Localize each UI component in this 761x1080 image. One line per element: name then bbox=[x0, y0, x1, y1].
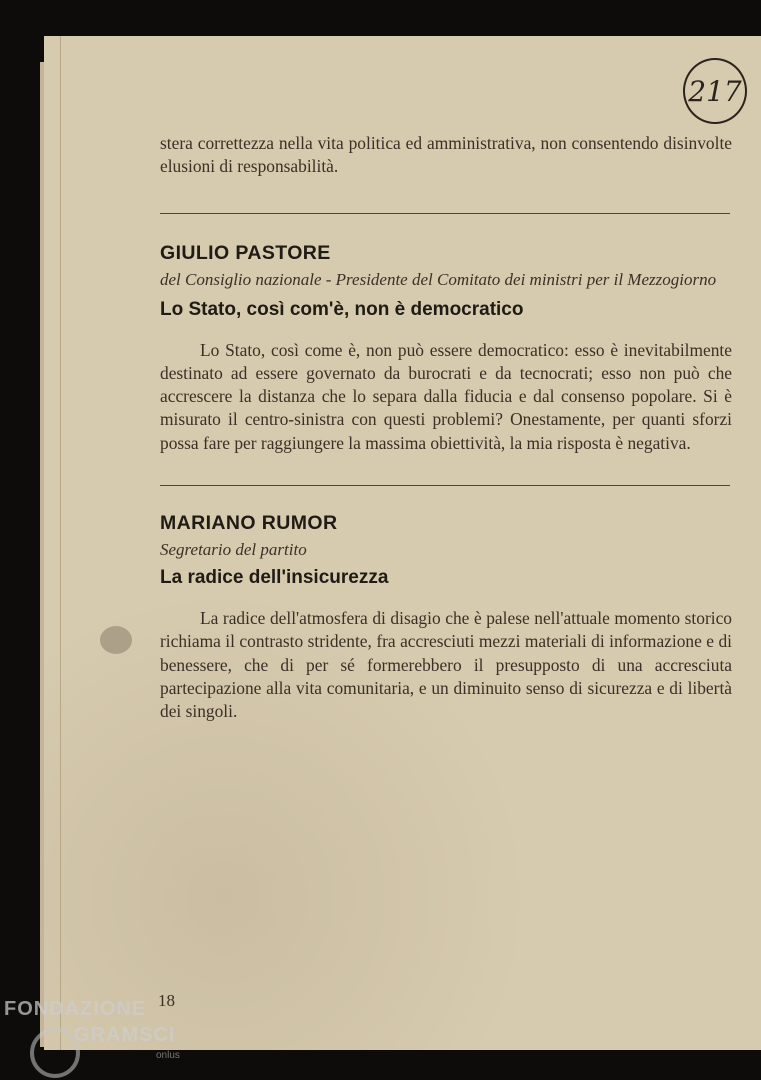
section-paragraph: La radice dell'atmosfera di disagio che è palese nell'attuale momento storico richiama il contrasto stridente, fra accresciuti mezzi materiali di informazione e di benessere, che di per sé formerebbero il presupposto di una accresciuta partecipazione alla vita comunitaria, e un diminuito senso di sicurezza e di libertà dei singoli. bbox=[160, 608, 732, 722]
section-rumor bbox=[160, 512, 732, 723]
speaker-role: del Consiglio nazionale - Presidente del Comitato dei ministri per il Mezzogiorno bbox=[160, 269, 717, 289]
speaker-name: GIULIO PASTORE bbox=[160, 241, 331, 264]
speaker-name: MARIANO RUMOR bbox=[160, 512, 338, 535]
watermark-sub: onlus bbox=[156, 1050, 180, 1061]
page-number: 18 bbox=[158, 991, 175, 1010]
section-paragraph: Lo Stato, così come è, non può essere democratico: esso è inevitabilmente destinato ad essere governato da burocrati e da tecnocrati; esso non può che accrescere la distanza che lo separa dalla fiducia e dal consenso popolare. Si è misurato il centro-sinistra con questi problemi? Onestamente, per quanti sforzi possa fare per raggiungere la massima obiettività, la mia risposta è negativa. bbox=[160, 339, 732, 453]
document-page bbox=[44, 36, 761, 1050]
section-divider bbox=[160, 213, 730, 214]
page-content bbox=[160, 132, 732, 724]
intro-paragraph: stera correttezza nella vita politica ed amministrativa, non consentendo disinvolte elusioni di responsabilità. bbox=[160, 133, 732, 177]
archive-number-stamp: 217 bbox=[683, 58, 747, 124]
section-pastore bbox=[160, 242, 732, 455]
section-divider bbox=[160, 485, 730, 486]
watermark-line2: GRAMSCI bbox=[74, 1024, 176, 1046]
section-title: Lo Stato, così com'è, non è democratico bbox=[160, 298, 524, 320]
page-fold-line bbox=[60, 36, 61, 1050]
speaker-role: Segretario del partito bbox=[160, 540, 307, 560]
watermark-logo bbox=[4, 996, 194, 1076]
section-title: La radice dell'insicurezza bbox=[160, 567, 389, 589]
watermark-circle-icon bbox=[30, 1028, 80, 1078]
watermark-line1: FONDAZIONE bbox=[4, 998, 147, 1020]
paper-stain bbox=[100, 626, 132, 654]
